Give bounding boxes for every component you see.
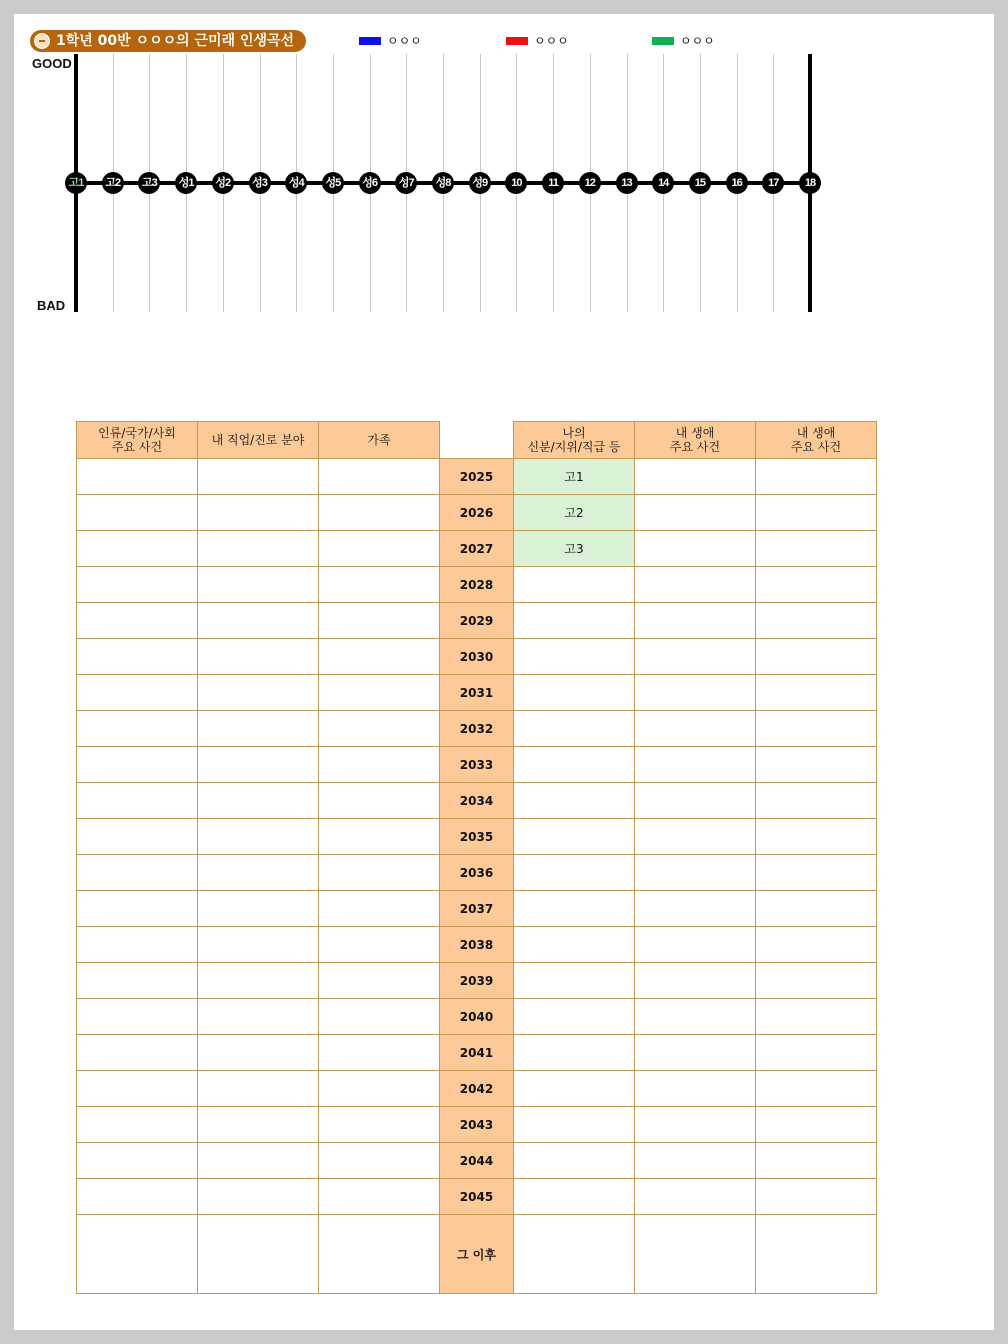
table-row — [77, 747, 877, 783]
cell-career[interactable] — [198, 1143, 319, 1179]
cell-society-events[interactable] — [77, 927, 198, 963]
timeline-node[interactable]: 성9 — [469, 172, 491, 194]
cell-life-events-2[interactable] — [756, 675, 877, 711]
cell-career[interactable] — [198, 567, 319, 603]
table-header-row — [77, 422, 877, 459]
cell-year: 2030 — [440, 639, 514, 675]
cell-year: 2029 — [440, 603, 514, 639]
cell-society-events[interactable] — [77, 1071, 198, 1107]
cell-status[interactable] — [514, 603, 635, 639]
cell-status[interactable] — [514, 963, 635, 999]
table-row — [77, 819, 877, 855]
cell-life-events-2[interactable] — [756, 711, 877, 747]
cell-life-events-2[interactable] — [756, 1143, 877, 1179]
cell-year: 2036 — [440, 855, 514, 891]
header-life-events-2: 내 생애 주요 사건 — [756, 422, 877, 459]
cell-life-events-1[interactable] — [635, 531, 756, 567]
cell-year: 2032 — [440, 711, 514, 747]
cell-family[interactable] — [319, 1035, 440, 1071]
cell-year: 2038 — [440, 927, 514, 963]
cell-career[interactable] — [198, 675, 319, 711]
cell-life-events-2[interactable] — [756, 999, 877, 1035]
life-plan-table — [76, 421, 877, 1294]
cell-family[interactable] — [319, 567, 440, 603]
cell-status[interactable] — [514, 927, 635, 963]
cell-family[interactable] — [319, 1071, 440, 1107]
cell-society-events[interactable] — [77, 711, 198, 747]
cell-life-events-1[interactable] — [635, 1179, 756, 1215]
cell-life-events-2[interactable] — [756, 1215, 877, 1294]
cell-career[interactable] — [198, 891, 319, 927]
bad-label: BAD — [37, 298, 66, 313]
cell-year: 2037 — [440, 891, 514, 927]
header-career: 내 직업/진로 분야 — [198, 422, 319, 459]
cell-society-events[interactable] — [77, 1179, 198, 1215]
cell-status[interactable] — [514, 1035, 635, 1071]
legend-label: ㅇㅇㅇ — [680, 34, 715, 48]
timeline-node[interactable]: 성3 — [249, 172, 271, 194]
cell-family[interactable] — [319, 1107, 440, 1143]
timeline-node[interactable]: 18 — [799, 172, 821, 194]
cell-life-events-2[interactable] — [756, 567, 877, 603]
legend-label: ㅇㅇㅇ — [387, 34, 422, 48]
table-row — [77, 603, 877, 639]
timeline-node[interactable]: 고3 — [138, 172, 160, 194]
cell-career[interactable] — [198, 783, 319, 819]
cell-society-events[interactable] — [77, 459, 198, 495]
cell-status[interactable] — [514, 819, 635, 855]
cell-society-events[interactable] — [77, 495, 198, 531]
cell-year: 2033 — [440, 747, 514, 783]
cell-year: 2025 — [440, 459, 514, 495]
cell-life-events-2[interactable] — [756, 603, 877, 639]
cell-life-events-2[interactable] — [756, 783, 877, 819]
cell-family[interactable] — [319, 711, 440, 747]
table-row — [77, 567, 877, 603]
cell-family[interactable] — [319, 747, 440, 783]
cell-year: 2034 — [440, 783, 514, 819]
cell-status[interactable] — [514, 855, 635, 891]
cell-life-events-1[interactable] — [635, 819, 756, 855]
cell-status[interactable] — [514, 891, 635, 927]
header-life-events-1: 내 생애 주요 사건 — [635, 422, 756, 459]
cell-career[interactable] — [198, 459, 319, 495]
cell-year: 2044 — [440, 1143, 514, 1179]
cell-family[interactable] — [319, 1215, 440, 1294]
cell-status[interactable] — [514, 567, 635, 603]
cell-life-events-2[interactable] — [756, 927, 877, 963]
school-emblem-icon — [34, 33, 50, 49]
cell-status[interactable] — [514, 1107, 635, 1143]
cell-life-events-2[interactable] — [756, 747, 877, 783]
timeline-node[interactable]: 14 — [652, 172, 674, 194]
timeline-node[interactable]: 성5 — [322, 172, 344, 194]
cell-career[interactable] — [198, 1179, 319, 1215]
cell-life-events-1[interactable] — [635, 747, 756, 783]
cell-life-events-2[interactable] — [756, 639, 877, 675]
table-row — [77, 963, 877, 999]
cell-status[interactable]: 고3 — [514, 531, 635, 567]
cell-life-events-1[interactable] — [635, 639, 756, 675]
table-row — [77, 495, 877, 531]
cell-family[interactable] — [319, 999, 440, 1035]
cell-family[interactable] — [319, 1143, 440, 1179]
cell-society-events[interactable] — [77, 531, 198, 567]
cell-career[interactable] — [198, 531, 319, 567]
cell-career[interactable] — [198, 1071, 319, 1107]
cell-society-events[interactable] — [77, 567, 198, 603]
table-row — [77, 675, 877, 711]
timeline-node[interactable]: 10 — [505, 172, 527, 194]
cell-life-events-1[interactable] — [635, 855, 756, 891]
cell-life-events-1[interactable] — [635, 567, 756, 603]
cell-status[interactable] — [514, 1179, 635, 1215]
cell-life-events-2[interactable] — [756, 459, 877, 495]
timeline-node[interactable]: 성2 — [212, 172, 234, 194]
legend-swatch-blue — [359, 37, 381, 45]
cell-society-events[interactable] — [77, 1215, 198, 1294]
timeline-node[interactable]: 12 — [579, 172, 601, 194]
cell-year: 2026 — [440, 495, 514, 531]
table-row — [77, 783, 877, 819]
cell-family[interactable] — [319, 675, 440, 711]
legend-swatch-red — [506, 37, 528, 45]
cell-year: 2041 — [440, 1035, 514, 1071]
cell-career[interactable] — [198, 1107, 319, 1143]
cell-life-events-2[interactable] — [756, 963, 877, 999]
timeline-node[interactable]: 고1 — [65, 172, 87, 194]
timeline-node[interactable]: 17 — [762, 172, 784, 194]
cell-society-events[interactable] — [77, 603, 198, 639]
table-row — [77, 1107, 877, 1143]
cell-status[interactable] — [514, 1071, 635, 1107]
table-row — [77, 459, 877, 495]
timeline-node[interactable]: 성7 — [395, 172, 417, 194]
cell-career[interactable] — [198, 711, 319, 747]
cell-career[interactable] — [198, 747, 319, 783]
cell-society-events[interactable] — [77, 819, 198, 855]
table-row — [77, 1035, 877, 1071]
timeline-node[interactable]: 11 — [542, 172, 564, 194]
cell-family[interactable] — [319, 855, 440, 891]
cell-life-events-1[interactable] — [635, 999, 756, 1035]
table-row — [77, 531, 877, 567]
cell-status[interactable] — [514, 747, 635, 783]
cell-status[interactable] — [514, 675, 635, 711]
cell-life-events-2[interactable] — [756, 495, 877, 531]
cell-society-events[interactable] — [77, 855, 198, 891]
cell-family[interactable] — [319, 1179, 440, 1215]
cell-career[interactable] — [198, 639, 319, 675]
cell-status[interactable] — [514, 1215, 635, 1294]
cell-life-events-1[interactable] — [635, 891, 756, 927]
cell-life-events-1[interactable] — [635, 675, 756, 711]
cell-life-events-1[interactable] — [635, 711, 756, 747]
table-row — [77, 711, 877, 747]
cell-life-events-1[interactable] — [635, 1035, 756, 1071]
good-label: GOOD — [32, 56, 72, 71]
cell-year: 그 이후 — [440, 1215, 514, 1294]
table-row — [77, 927, 877, 963]
cell-career[interactable] — [198, 1215, 319, 1294]
cell-life-events-1[interactable] — [635, 963, 756, 999]
cell-year: 2045 — [440, 1179, 514, 1215]
cell-society-events[interactable] — [77, 675, 198, 711]
table-row — [77, 891, 877, 927]
cell-life-events-2[interactable] — [756, 531, 877, 567]
timeline-node[interactable]: 16 — [726, 172, 748, 194]
timeline-node[interactable]: 15 — [689, 172, 711, 194]
cell-life-events-1[interactable] — [635, 1143, 756, 1179]
cell-family[interactable] — [319, 927, 440, 963]
cell-society-events[interactable] — [77, 783, 198, 819]
cell-society-events[interactable] — [77, 891, 198, 927]
cell-status[interactable] — [514, 783, 635, 819]
table-row — [77, 999, 877, 1035]
cell-life-events-2[interactable] — [756, 819, 877, 855]
cell-family[interactable] — [319, 783, 440, 819]
timeline-node[interactable]: 성6 — [359, 172, 381, 194]
cell-year: 2040 — [440, 999, 514, 1035]
header-status: 나의 신분/지위/직급 등 — [514, 422, 635, 459]
timeline-node[interactable]: 성8 — [432, 172, 454, 194]
table-row — [77, 855, 877, 891]
cell-career[interactable] — [198, 495, 319, 531]
timeline-node[interactable]: 성4 — [285, 172, 307, 194]
cell-year: 2042 — [440, 1071, 514, 1107]
cell-society-events[interactable] — [77, 1107, 198, 1143]
cell-life-events-1[interactable] — [635, 495, 756, 531]
cell-status[interactable]: 고1 — [514, 459, 635, 495]
cell-family[interactable] — [319, 531, 440, 567]
cell-year: 2028 — [440, 567, 514, 603]
worksheet-title-text: 1학년 00반 ㅇㅇㅇ의 근미래 인생곡선 — [56, 33, 295, 49]
cell-year: 2031 — [440, 675, 514, 711]
cell-life-events-1[interactable] — [635, 459, 756, 495]
cell-career[interactable] — [198, 963, 319, 999]
cell-career[interactable] — [198, 927, 319, 963]
cell-society-events[interactable] — [77, 999, 198, 1035]
cell-career[interactable] — [198, 999, 319, 1035]
table-row — [77, 1179, 877, 1215]
cell-life-events-2[interactable] — [756, 1107, 877, 1143]
cell-family[interactable] — [319, 495, 440, 531]
cell-family[interactable] — [319, 459, 440, 495]
header-year-blank — [440, 422, 514, 459]
cell-life-events-1[interactable] — [635, 1107, 756, 1143]
legend-item-blue — [359, 34, 422, 48]
cell-status[interactable] — [514, 1143, 635, 1179]
cell-society-events[interactable] — [77, 747, 198, 783]
cell-status[interactable] — [514, 639, 635, 675]
cell-society-events[interactable] — [77, 639, 198, 675]
worksheet-page — [14, 14, 994, 1330]
cell-life-events-2[interactable] — [756, 891, 877, 927]
cell-status[interactable]: 고2 — [514, 495, 635, 531]
cell-year: 2039 — [440, 963, 514, 999]
cell-life-events-2[interactable] — [756, 1179, 877, 1215]
cell-status[interactable] — [514, 711, 635, 747]
cell-year: 2035 — [440, 819, 514, 855]
legend-swatch-green — [652, 37, 674, 45]
cell-family[interactable] — [319, 603, 440, 639]
table-row — [77, 1071, 877, 1107]
timeline-node[interactable]: 성1 — [175, 172, 197, 194]
cell-family[interactable] — [319, 819, 440, 855]
header-family: 가족 — [319, 422, 440, 459]
cell-family[interactable] — [319, 639, 440, 675]
cell-career[interactable] — [198, 855, 319, 891]
cell-life-events-1[interactable] — [635, 1071, 756, 1107]
legend-item-red — [506, 34, 569, 48]
table-row — [77, 1215, 877, 1294]
cell-society-events[interactable] — [77, 1035, 198, 1071]
table-row — [77, 639, 877, 675]
cell-life-events-2[interactable] — [756, 855, 877, 891]
cell-life-events-1[interactable] — [635, 783, 756, 819]
header-society-events: 인류/국가/사회 주요 사건 — [77, 422, 198, 459]
cell-life-events-1[interactable] — [635, 1215, 756, 1294]
table-row — [77, 1143, 877, 1179]
timeline-node[interactable]: 13 — [616, 172, 638, 194]
worksheet-title — [30, 30, 306, 52]
cell-family[interactable] — [319, 891, 440, 927]
cell-year: 2027 — [440, 531, 514, 567]
cell-life-events-1[interactable] — [635, 927, 756, 963]
cell-career[interactable] — [198, 819, 319, 855]
cell-society-events[interactable] — [77, 963, 198, 999]
cell-life-events-2[interactable] — [756, 1035, 877, 1071]
cell-status[interactable] — [514, 999, 635, 1035]
cell-career[interactable] — [198, 1035, 319, 1071]
cell-year: 2043 — [440, 1107, 514, 1143]
cell-life-events-2[interactable] — [756, 1071, 877, 1107]
timeline-node[interactable]: 고2 — [102, 172, 124, 194]
cell-society-events[interactable] — [77, 1143, 198, 1179]
legend-item-green — [652, 34, 715, 48]
cell-career[interactable] — [198, 603, 319, 639]
cell-life-events-1[interactable] — [635, 603, 756, 639]
legend-label: ㅇㅇㅇ — [534, 34, 569, 48]
cell-family[interactable] — [319, 963, 440, 999]
